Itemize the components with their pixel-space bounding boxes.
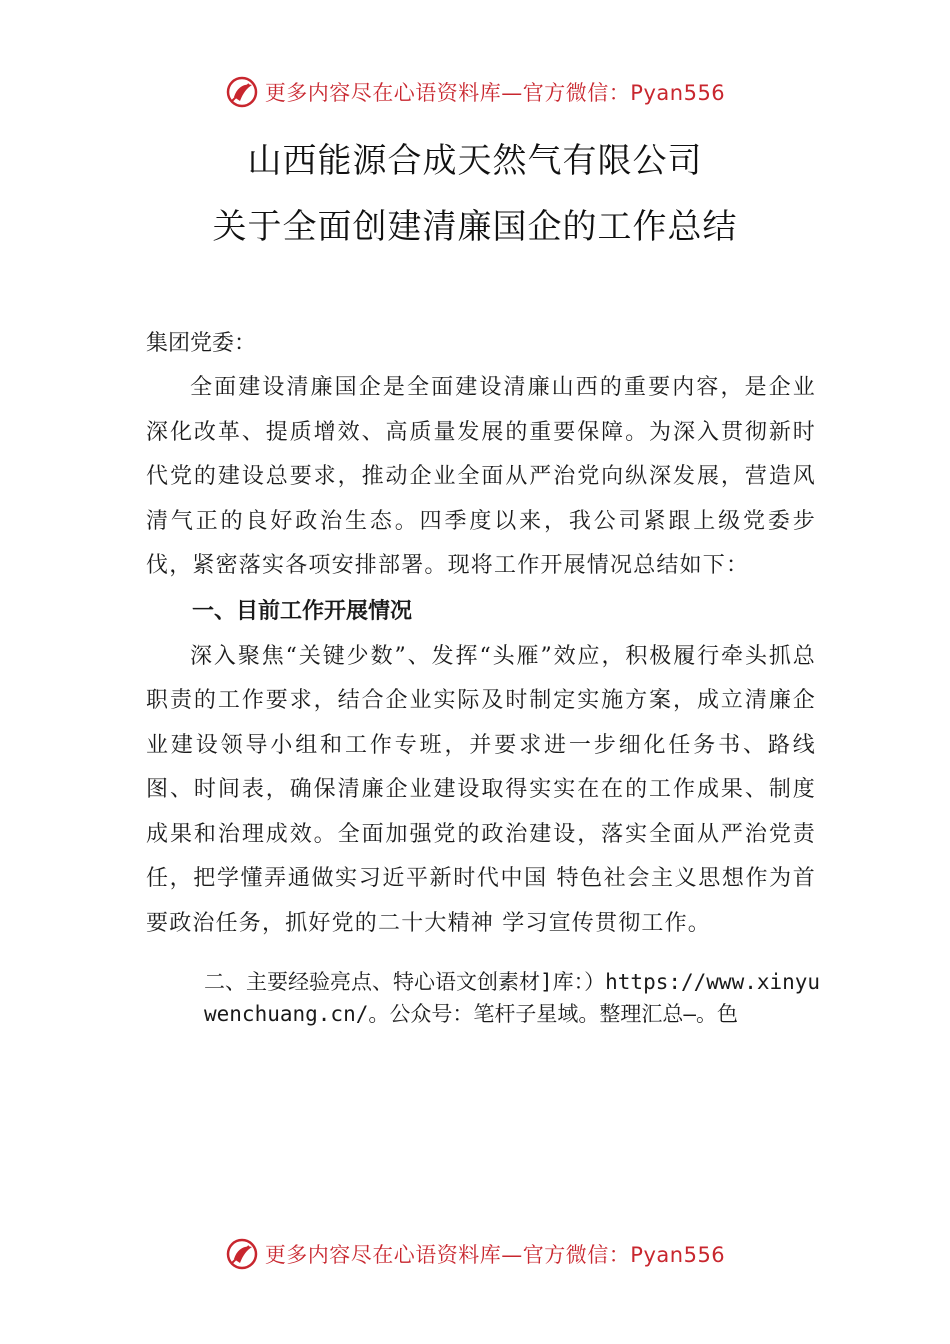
brand-logo-icon <box>225 75 259 109</box>
title-line-company: 山西能源合成天然气有限公司 <box>247 141 703 181</box>
document-title <box>0 128 950 260</box>
watermark-top <box>0 72 950 112</box>
section-heading-1: 一、目前工作开展情况 <box>192 598 413 624</box>
watermark-bottom <box>0 1234 950 1274</box>
watermark-text: 更多内容尽在心语资料库—官方微信：Pyan556 <box>264 1243 726 1267</box>
salutation: 集团党委： <box>146 331 257 356</box>
title-line-subject: 关于全面创建清廉国企的工作总结 <box>212 207 738 247</box>
section1-paragraph: 深入聚焦“关键少数”、发挥“头雁”效应，积极履行牵头抓总职责的工作要求，结合企业实际及时制定实施方案，成立清廉企业建设领导小组和工作专班，并要求进一步细化任务书、路线图、时间表，确保清廉企业建设取得实实在在的工作成果、制度成果和治理成效。全面加强党的政治建设，落实全面从严治党责任，把学懂弄通做实习近平新时代中国 特色社会主义思想作为首要政治任务，抓好党的二十大精神 学习宣传贯彻工作。 <box>146 643 816 936</box>
brand-logo-icon <box>225 1237 259 1271</box>
intro-paragraph: 全面建设清廉国企是全面建设清廉山西的重要内容，是企业深化改革、提质增效、高质量发展的重要保障。为深入贯彻新时代党的建设总要求，推动企业全面从严治党向纵深发展，营造风清气正的良好政治生态。四季度以来，我公司紧跟上级党委步伐，紧密落实各项安排部署。现将工作开展情况总结如下： <box>146 375 816 578</box>
section2-note: 二、主要经验亮点、特心语文创素材]库：）https://www.xinyuwenchuang.cn/。公众号：笔杆子星域。整理汇总—。色 <box>204 970 821 1026</box>
watermark-text: 更多内容尽在心语资料库—官方微信：Pyan556 <box>264 81 726 105</box>
document-body <box>146 322 821 1030</box>
